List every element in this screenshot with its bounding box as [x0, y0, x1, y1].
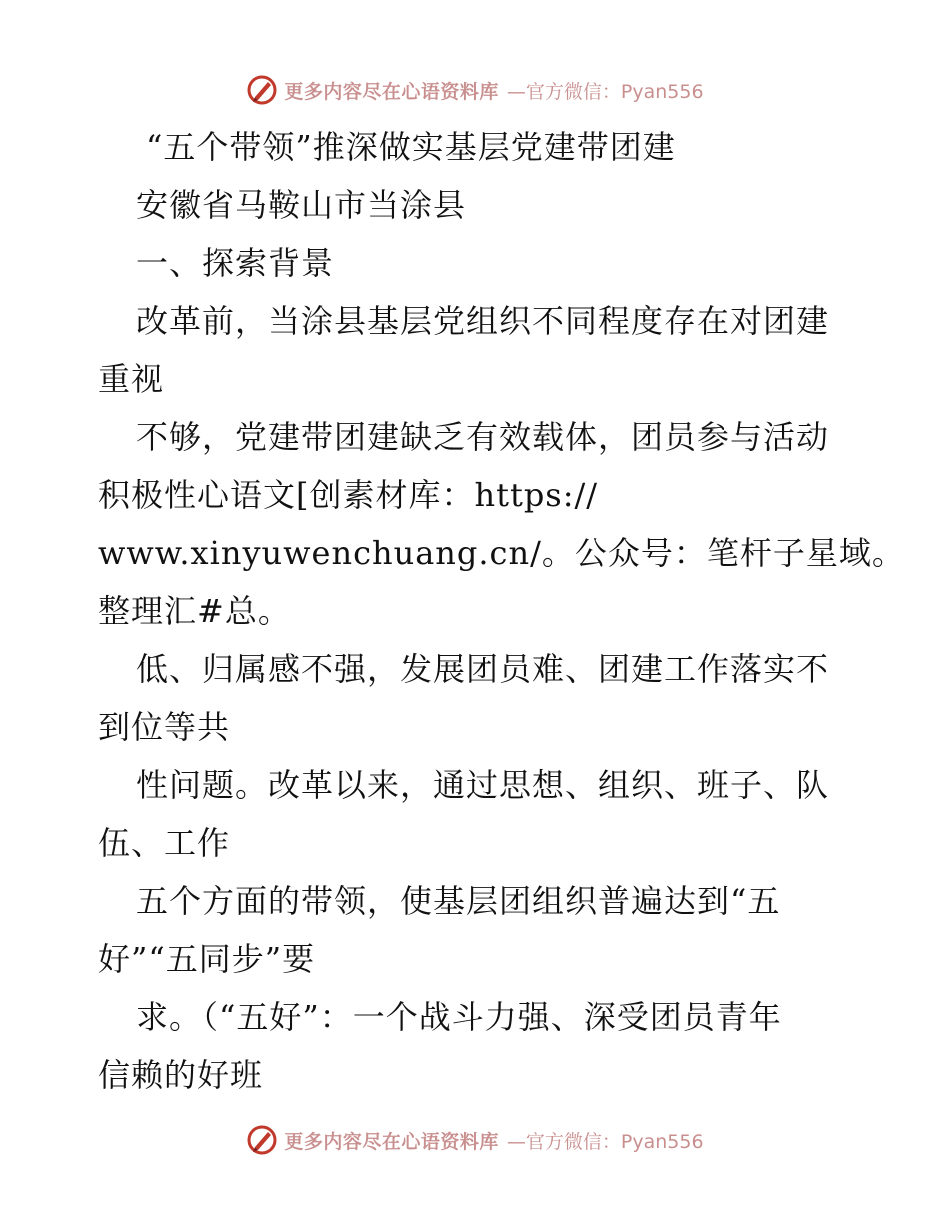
pen-logo-icon	[246, 74, 278, 106]
paragraph-line: 信赖的好班	[98, 1056, 264, 1094]
paragraph-line: 五个方面的带领，使基层团组织普遍达到“五	[136, 882, 781, 920]
pen-logo-icon	[246, 1124, 278, 1156]
paragraph-line: 求。（“五好”：一个战斗力强、深受团员青年	[136, 998, 782, 1036]
paragraph-line: 不够，党建带团建缺乏有效载体，团员参与活动	[136, 418, 830, 456]
paragraph-line: www.xinyuwenchuang.cn/。公众号：笔杆子星域。	[98, 534, 905, 572]
paragraph-line: 到位等共	[98, 708, 231, 746]
paragraph-line: 低、归属感不强，发展团员难、团建工作落实不	[136, 650, 830, 688]
header-banner-wechat-text: —官方微信：Pyan556	[506, 80, 704, 103]
footer-banner	[0, 1120, 950, 1160]
document-body	[98, 118, 905, 1104]
footer-banner-wechat-text: —官方微信：Pyan556	[506, 1130, 704, 1153]
document-author: 安徽省马鞍山市当涂县	[136, 186, 467, 224]
paragraph-line: 好”“五同步”要	[98, 940, 316, 978]
footer-banner-main-text: 更多内容尽在心语资料库	[284, 1130, 499, 1153]
paragraph-line: 性问题。改革以来，通过思想、组织、班子、队	[136, 766, 830, 804]
header-banner-main-text: 更多内容尽在心语资料库	[284, 80, 499, 103]
paragraph-line: 积极性心语文[创素材库：https://	[98, 476, 599, 514]
document-title: “五个带领”推深做实基层党建带团建	[146, 128, 676, 166]
section-heading: 一、探索背景	[136, 244, 335, 282]
header-banner	[0, 70, 950, 110]
paragraph-line: 整理汇#总。	[98, 592, 291, 630]
paragraph-line: 重视	[98, 360, 165, 398]
paragraph-line: 改革前，当涂县基层党组织不同程度存在对团建	[136, 302, 830, 340]
paragraph-line: 伍、工作	[98, 824, 231, 862]
